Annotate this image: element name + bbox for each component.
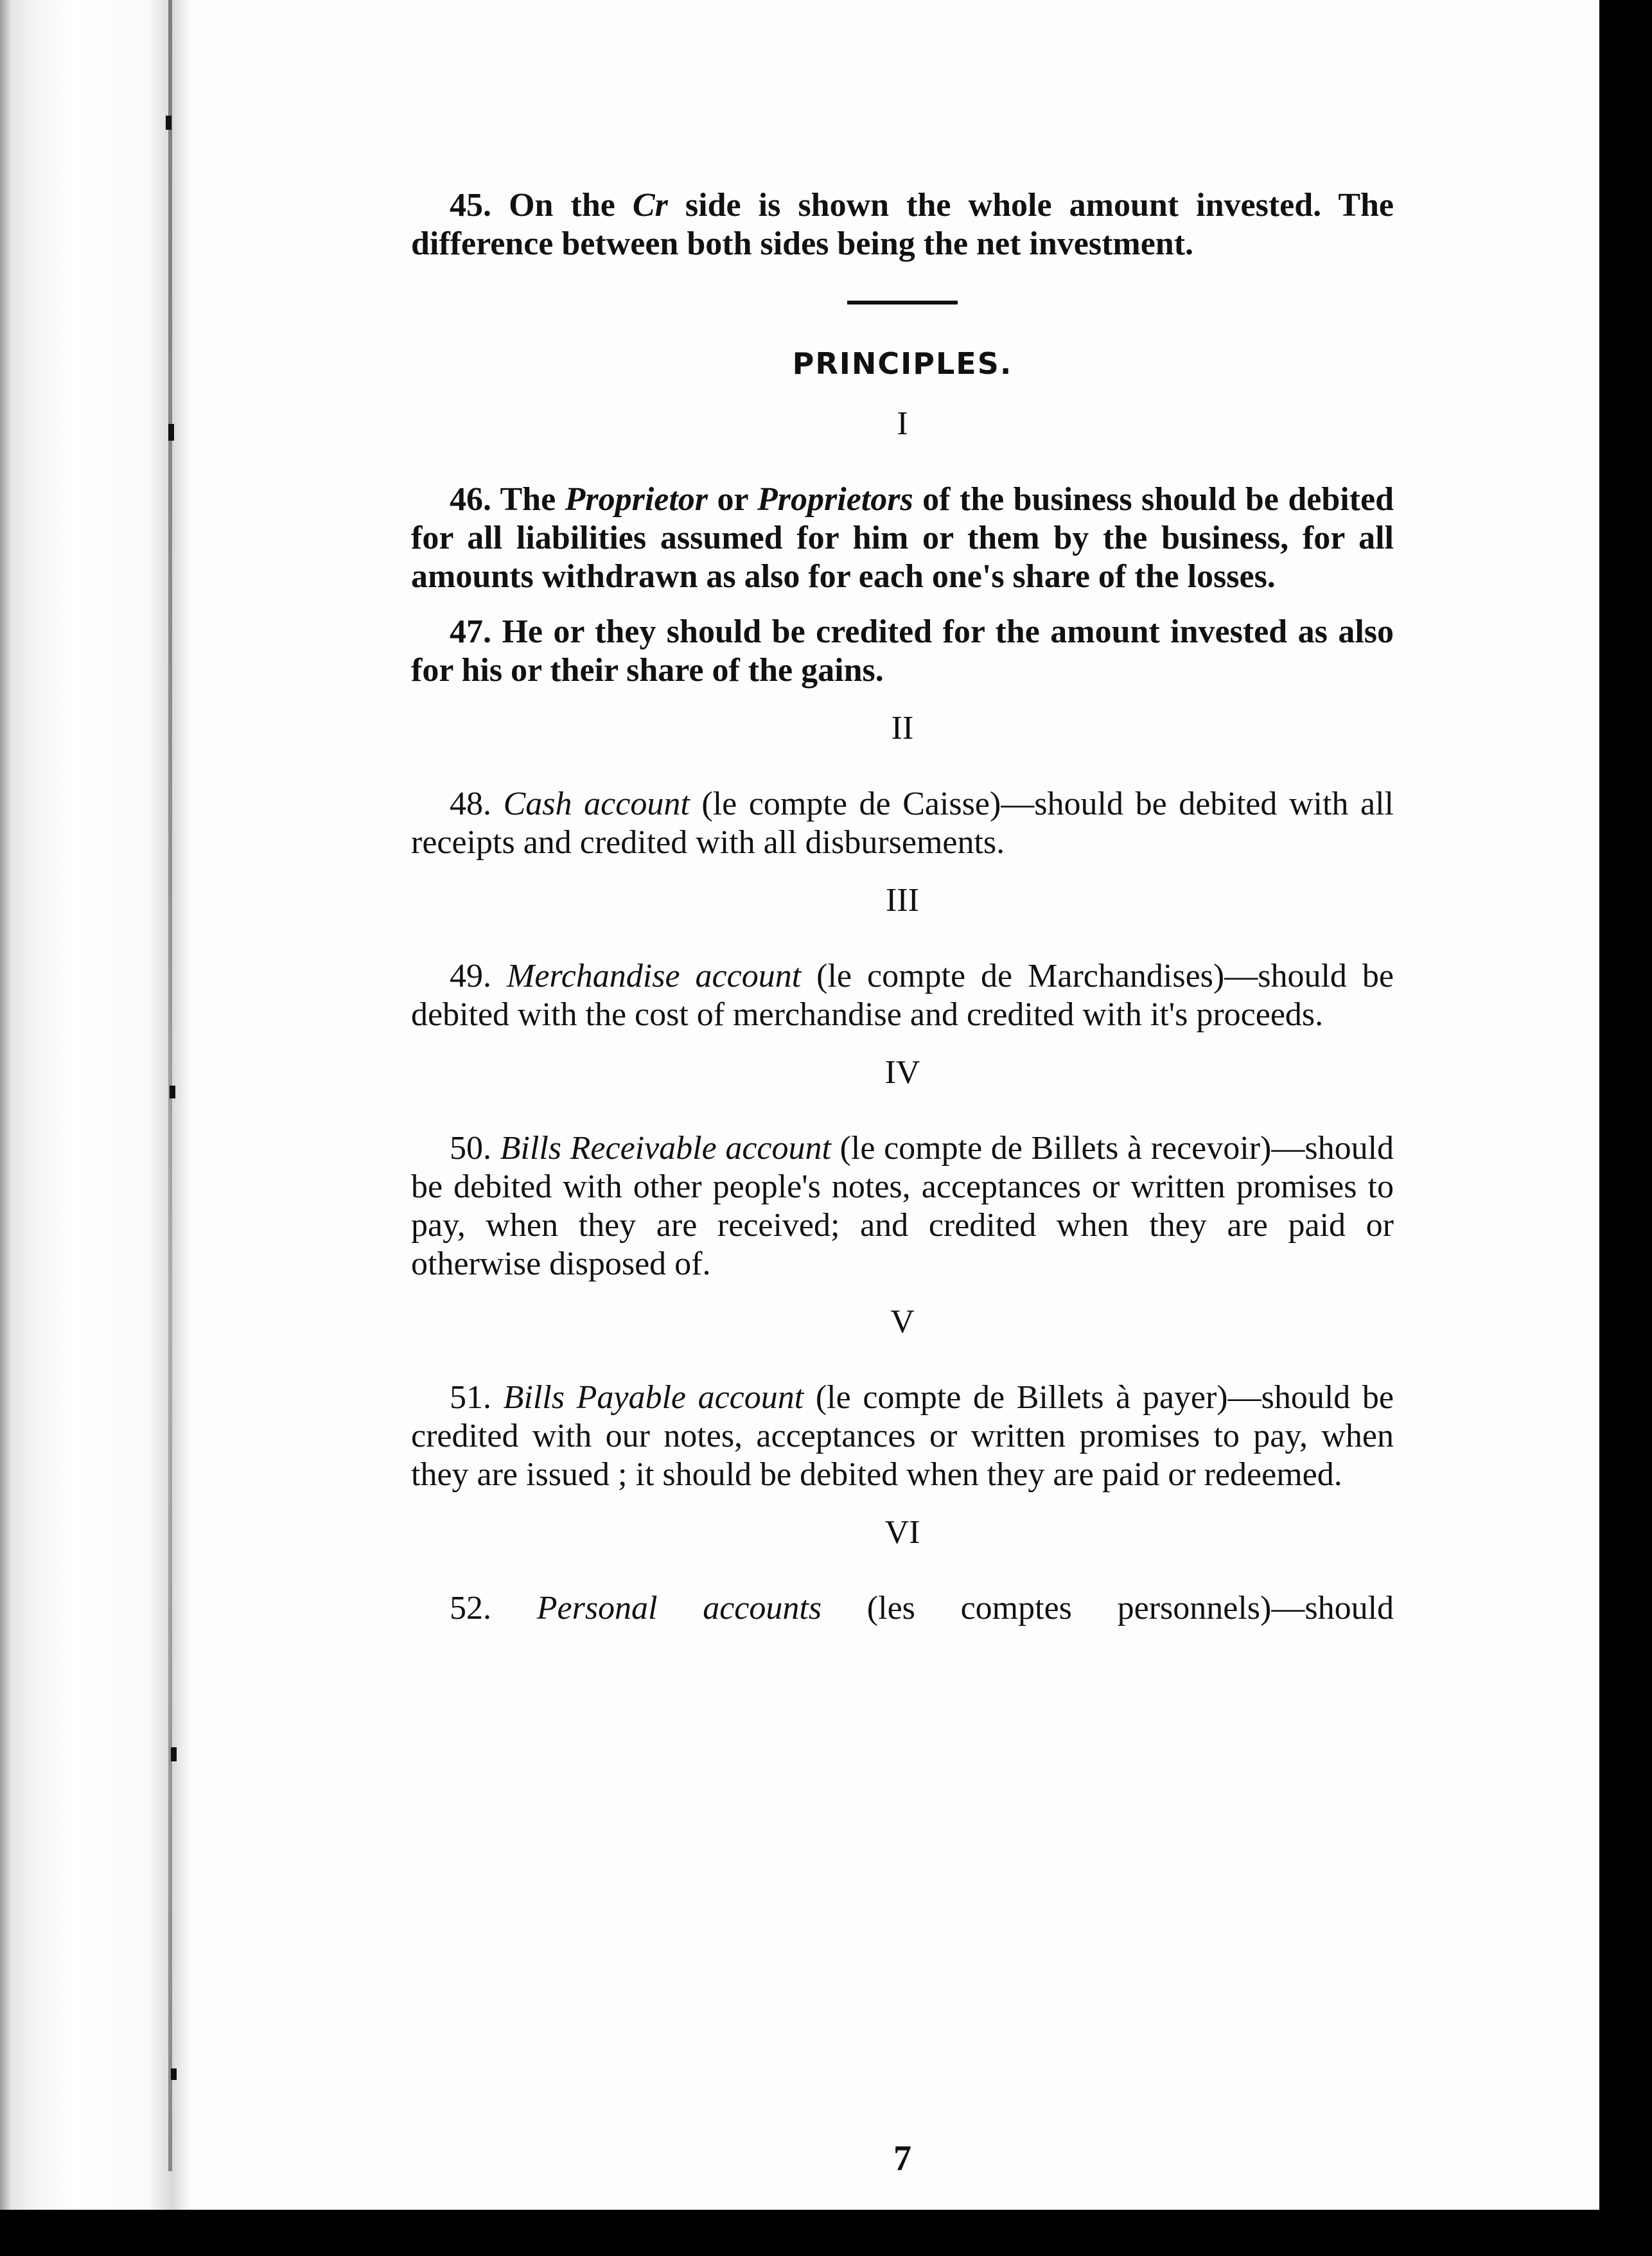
paragraph-45-text: side is shown the whole amount invested. The difference between both sides being the net investment. bbox=[411, 187, 1394, 262]
binding-mark bbox=[168, 424, 174, 441]
paragraph-46 bbox=[411, 480, 1394, 596]
roman-numeral-1: I bbox=[897, 405, 908, 442]
roman-numeral-4: IV bbox=[884, 1054, 920, 1091]
paragraph-46-emphasis-1: Proprietor bbox=[565, 481, 708, 518]
paragraph-50-emphasis: Bills Receivable account bbox=[500, 1130, 831, 1167]
paragraph-48 bbox=[411, 785, 1394, 862]
roman-numeral-3: III bbox=[886, 882, 919, 919]
paragraph-46-text: of the business should be debited for all liabilities assumed for him or them by the business, for all amounts withdrawn as also for each one's share of the losses. bbox=[411, 481, 1394, 595]
paragraph-47: 47. He or they should be credited for the amount invested as also for his or their share of the gains. bbox=[411, 613, 1394, 689]
spacer bbox=[411, 596, 1394, 613]
paragraph-49 bbox=[411, 957, 1394, 1034]
binding-mark bbox=[170, 1086, 175, 1098]
paragraph-46-lead: 46. The bbox=[450, 481, 565, 518]
paragraph-52-emphasis: Personal accounts bbox=[536, 1590, 822, 1626]
paragraph-50 bbox=[411, 1129, 1394, 1283]
paragraph-46-emphasis-2: Proprietors bbox=[757, 481, 913, 518]
paragraph-49-emphasis: Merchandise account bbox=[507, 958, 802, 994]
section-heading: PRINCIPLES. bbox=[792, 346, 1013, 381]
roman-numeral-6: VI bbox=[884, 1514, 920, 1551]
paragraph-52-lead: 52. bbox=[450, 1590, 537, 1626]
paragraph-49-lead: 49. bbox=[450, 958, 507, 994]
paragraph-45-lead: 45. On the bbox=[450, 187, 633, 224]
paragraph-48-lead: 48. bbox=[450, 786, 504, 822]
paragraph-49-text: (le compte de Marchandises)—should be debited with the cost of merchandise and credited with it's proceeds. bbox=[411, 958, 1394, 1033]
page-number: 7 bbox=[893, 2138, 911, 2178]
paragraph-52 bbox=[411, 1589, 1394, 1628]
book-gutter bbox=[0, 0, 193, 2210]
page-text bbox=[411, 186, 1394, 2178]
paragraph-51-emphasis: Bills Payable account bbox=[503, 1379, 804, 1416]
paragraph-45-emphasis: Cr bbox=[632, 187, 668, 224]
paragraph-48-emphasis: Cash account bbox=[503, 786, 690, 822]
roman-numeral-5: V bbox=[890, 1303, 915, 1340]
paragraph-46-mid: or bbox=[708, 481, 758, 518]
roman-numeral-2: II bbox=[891, 710, 914, 746]
scan-border-right bbox=[1599, 0, 1652, 2256]
binding-mark bbox=[171, 1747, 177, 1761]
paragraph-48-text: (le compte de Caisse)—should be debited with all receipts and credited with all disbursements. bbox=[411, 786, 1394, 861]
paragraph-50-lead: 50. bbox=[450, 1130, 500, 1167]
paragraph-50-text: (le compte de Billets à recevoir)—should be debited with other people's notes, acceptances or written promises to pay, when they are received; and credited when they are paid or otherwise disposed of. bbox=[411, 1130, 1394, 1282]
binding-mark bbox=[166, 116, 171, 130]
paragraph-45 bbox=[411, 186, 1394, 263]
scan-border-bottom bbox=[0, 2210, 1652, 2256]
paragraph-51-lead: 51. bbox=[450, 1379, 504, 1416]
section-divider bbox=[847, 301, 958, 304]
paragraph-52-text: (les comptes personnels)—should bbox=[822, 1590, 1394, 1626]
paragraph-51 bbox=[411, 1379, 1394, 1494]
binding-mark bbox=[171, 2068, 177, 2080]
paragraph-51-text: (le compte de Billets à payer)—should be credited with our notes, acceptances or written promises to pay, when they are issued ; it should be debited when they are paid or redeemed. bbox=[411, 1379, 1394, 1493]
